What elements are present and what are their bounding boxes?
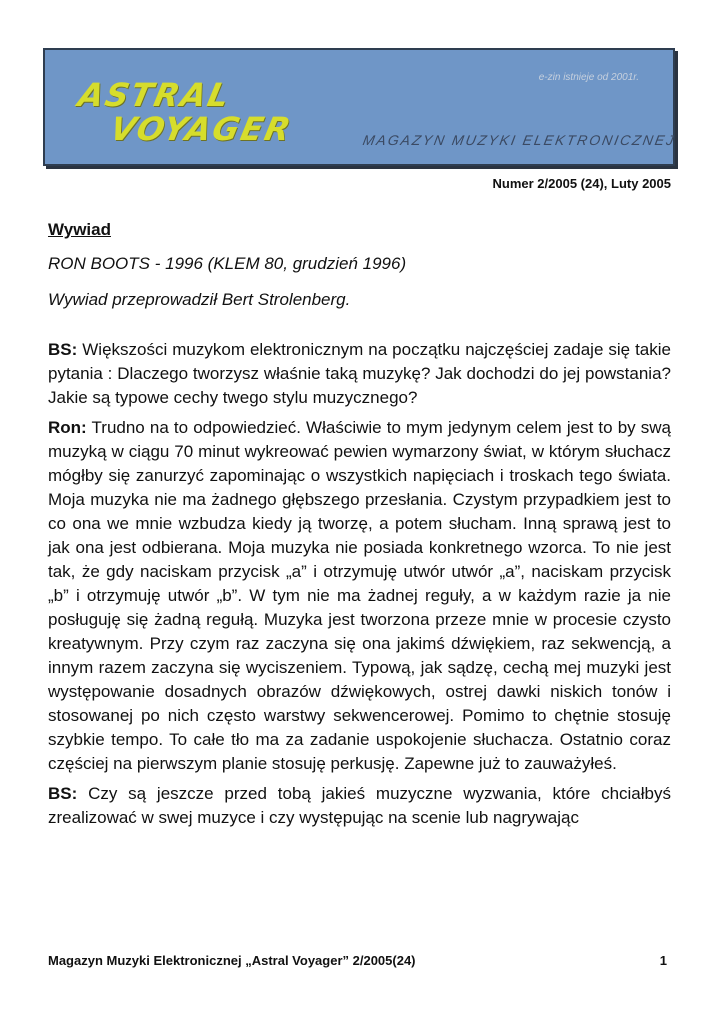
paragraph — [48, 416, 671, 776]
banner-tagline: e-zin istnieje od 2001r. — [538, 72, 639, 83]
paragraph — [48, 338, 671, 410]
speaker-label: BS: — [48, 784, 78, 803]
paragraph-text: Trudno na to odpowiedzieć. Właściwie to mym jedynym celem jest to by swą muzyką w ciągu 70 minut wykreować pewien wymarzony świat, w którym słuchacz mógłby się zanurzyć zapominając o wszystkich napięciach i troskach tego świata. Moja muzyka nie ma żadnego głębszego przesłania. Czystym przypadkiem jest to co ona we mnie wzbudza kiedy ją tworzę, a potem słucham. Inną sprawą jest to jak ona jest odbierana. Moja muzyka nie posiada konkretnego wzorca. To nie jest tak, że gdy naciskam przycisk „a” i otrzymuję utwór utwór „a”, naciskam przycisk „b” i otrzymuję utwór „b”. W tym nie ma żadnej reguły, a w każdym razie ja nie posługuję się żadną regułą. Muzyka jest tworzona przeze mnie w procesie czysto kreatywnym. Przy czym raz zaczyna się ona jakimś dźwiękiem, raz sekwencją, a innym razem zaczyna się wyciszeniem. Typową, jak sądzę, cechą mej muzyki jest występowanie dosadnych obrazów dźwiękowych, ostrej dawki niskich tonów i stosowanej po nich często warstwy sekwencerowej. Pomimo to chętnie stosuję szybkie tempo. To całe tło ma za zadanie uspokojenie słuchacza. Ostatnio coraz częściej na pierwszym planie stosuję perkusję. Zapewne już to zauważyłeś. — [48, 418, 671, 773]
footer-magazine: Magazyn Muzyki Elektronicznej „Astral Voyager” 2/2005(24) — [48, 953, 416, 968]
logo-line-1: ASTRAL — [74, 76, 235, 114]
article — [48, 218, 671, 836]
paragraph — [48, 782, 671, 830]
article-byline: Wywiad przeprowadził Bert Strolenberg. — [48, 290, 351, 309]
page-number: 1 — [659, 953, 667, 968]
banner-magazine-name: MAGAZYN MUZYKI ELEKTRONICZNEJ — [361, 132, 677, 148]
speaker-label: Ron: — [48, 418, 87, 437]
page-footer — [48, 953, 667, 968]
paragraph-text: Czy są jeszcze przed tobą jakieś muzyczne wyzwania, które chciałbyś zrealizować w swej muzyce i czy występując na scenie lub nagrywając — [48, 784, 671, 827]
magazine-banner — [43, 48, 675, 166]
article-title: RON BOOTS - 1996 (KLEM 80, grudzień 1996) — [48, 254, 407, 273]
speaker-label: BS: — [48, 340, 78, 359]
logo-line-2: VOYAGER — [106, 110, 296, 148]
section-title: Wywiad — [48, 220, 111, 239]
paragraph-text: Większości muzykom elektronicznym na początku najczęściej zadaje się takie pytania : Dlaczego tworzysz właśnie taką muzykę? Jak dochodzi do jej powstania? Jakie są typowe cechy twego stylu muzycznego? — [48, 340, 671, 407]
issue-info: Numer 2/2005 (24), Luty 2005 — [492, 176, 671, 191]
